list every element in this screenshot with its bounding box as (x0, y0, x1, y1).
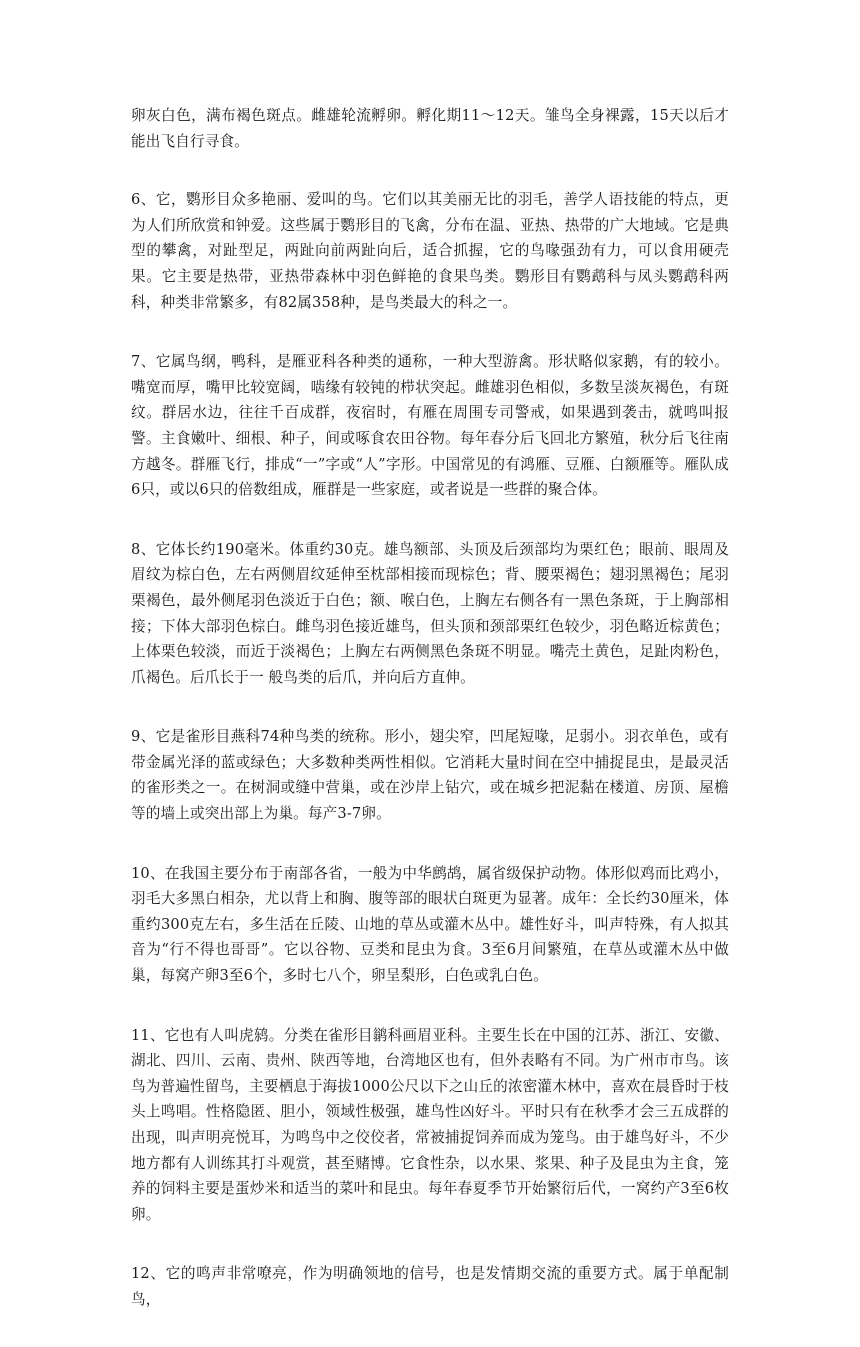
document-page (131, 103, 729, 1347)
paragraph-9: 9、它是雀形目燕科74种鸟类的统称。形小，翅尖窄，凹尾短喙，足弱小。羽衣单色，或有带金属光泽的蓝或绿色；大多数种类两性相似。它消耗大量时间在空中捕捉昆虫，是最灵活的雀形类之一。在树洞或缝中营巢，或在沙岸上钻穴，或在城乡把泥黏在楼道、房顶、屋檐等的墙上或突出部上为巢。每产3-7卵。 (131, 728, 729, 823)
paragraph-10: 10、在我国主要分布于南部各省，一般为中华鹧鸪，属省级保护动物。体形似鸡而比鸡小，羽毛大多黑白相杂，尤以背上和胸、腹等部的眼状白斑更为显著。成年：全长约30厘米，体重约300克左右，多生活在丘陵、山地的草丛或灌木丛中。雄性好斗，叫声特殊，有人拟其音为“行不得也哥哥”。它以谷物、豆类和昆虫为食。3至6月间繁殖，在草丛或灌木丛中做巢，每窝产卵3至6个，多时七八个，卵呈梨形，白色或乳白色。 (131, 864, 729, 985)
paragraph-8: 8、它体长约190毫米。体重约30克。雄鸟额部、头顶及后颈部均为栗红色；眼前、眼周及眉纹为棕白色，左右两侧眉纹延伸至枕部相接而现棕色；背、腰栗褐色；翅羽黑褐色；尾羽栗褐色，最外侧尾羽色淡近于白色；额、喉白色，上胸左右侧各有一黑色条斑，于上胸部相接；下体大部羽色棕白。雌鸟羽色接近雄鸟，但头顶和颈部栗红色较少，羽色略近棕黄色；上体栗色较淡，而近于淡褐色；上胸左右两侧黑色条斑不明显。嘴壳土黄色，足趾肉粉色，爪褐色。后爪长于一 般鸟类的后爪，并向后方直伸。 (131, 540, 729, 686)
paragraph-12: 12、它的鸣声非常嘹亮，作为明确领地的信号，也是发情期交流的重要方式。属于单配制鸟， (131, 1265, 729, 1308)
paragraph-11: 11、它也有人叫虎鸫。分类在雀形目鹟科画眉亚科。主要生长在中国的江苏、浙江、安徽、湖北、四川、云南、贵州、陕西等地，台湾地区也有，但外表略有不同。为广州市市鸟。该鸟为普遍性留鸟，主要栖息于海拔1000公尺以下之山丘的浓密灌木林中，喜欢在晨昏时于枝头上鸣唱。性格隐匿、胆小，领域性极强，雄鸟性凶好斗。平时只有在秋季才会三五成群的出现，叫声明亮悦耳，为鸣鸟中之佼佼者，常被捕捉饲养而成为笼鸟。由于雄鸟好斗，不少地方都有人训练其打斗观赏，甚至赌博。它食性杂，以水果、浆果、种子及昆虫为主食，笼养的饲料主要是蛋炒米和适当的菜叶和昆虫。每年春夏季节开始繁衍后代，一窝约产3至6枚卵。 (131, 1026, 730, 1223)
paragraph-continuation: 卵灰白色，满布褐色斑点。雌雄轮流孵卵。孵化期11～12天。雏鸟全身裸露，15天以后才能出飞自行寻食。 (131, 107, 729, 150)
paragraph-6: 6、它，鹦形目众多艳丽、爱叫的鸟。它们以其美丽无比的羽毛，善学人语技能的特点，更为人们所欣赏和钟爱。这些属于鹦形目的飞禽，分布在温、亚热、热带的广大地域。它是典型的攀禽，对趾型足，两趾向前两趾向后，适合抓握，它的鸟喙强劲有力，可以食用硬壳果。它主要是热带，亚热带森林中羽色鲜艳的食果鸟类。鹦形目有鹦鹉科与凤头鹦鹉科两科，种类非常繁多，有82属358种，是鸟类最大的科之一。 (131, 191, 729, 311)
paragraph-7: 7、它属鸟纲，鸭科，是雁亚科各种类的通称，一种大型游禽。形状略似家鹅，有的较小。嘴宽而厚，嘴甲比较宽阔，啮缘有较钝的栉状突起。雌雄羽色相似，多数呈淡灰褐色，有斑纹。群居水边，往往千百成群，夜宿时，有雁在周围专司警戒，如果遇到袭击，就鸣叫报警。主食嫩叶、细根、种子，间或啄食农田谷物。每年春分后飞回北方繁殖，秋分后飞往南方越冬。群雁飞行，排成“一”字或“人”字形。中国常见的有鸿雁、豆雁、白额雁等。雁队成6只，或以6只的倍数组成，雁群是一些家庭，或者说是一些群的聚合体。 (131, 353, 729, 499)
